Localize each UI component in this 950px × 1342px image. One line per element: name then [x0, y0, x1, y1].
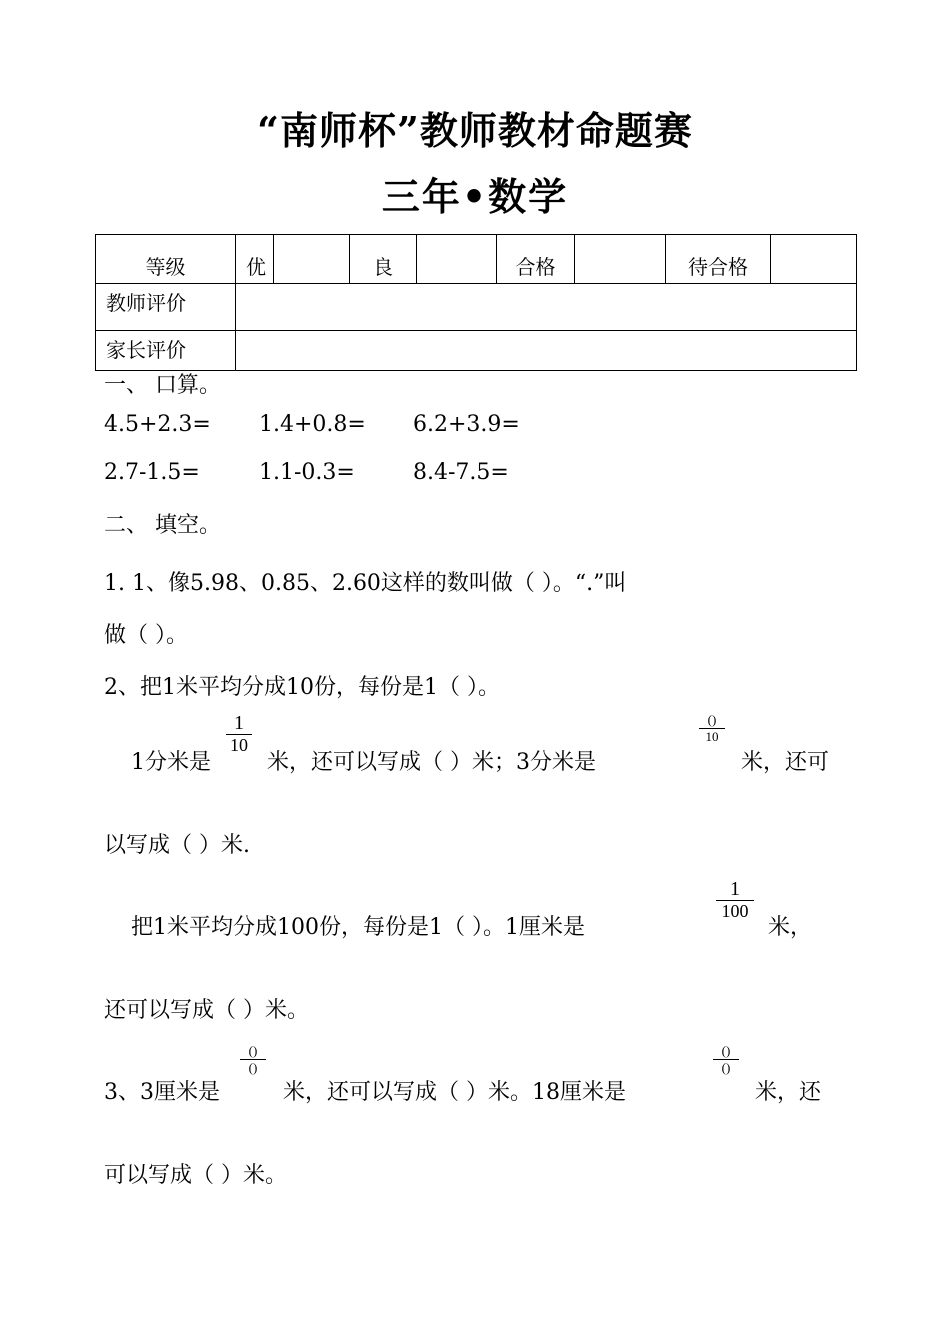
- question-2-text: 1分米是: [131, 750, 211, 775]
- fraction-numerator: 1: [234, 712, 244, 734]
- question-2-text: 米，: [768, 915, 813, 940]
- parent-eval-label: 家长评价: [96, 331, 236, 371]
- teacher-eval-label: 教师评价: [96, 284, 236, 331]
- grade-pass: 合格: [497, 235, 575, 284]
- section1-heading: 一、 口算。: [104, 373, 221, 398]
- fraction-numerator: 1: [730, 878, 740, 900]
- question-2-text: 把1米平均分成100份，每份是1（ ）。1厘米是: [131, 915, 585, 940]
- parent-eval-row: [96, 331, 857, 371]
- question-3-text: 米，还可以写成（ ）米。18厘米是: [283, 1080, 626, 1105]
- fraction-denominator: 100: [721, 901, 749, 921]
- fraction-denominator: 10: [230, 735, 248, 755]
- grade-table: [95, 234, 857, 371]
- fraction-denominator: (): [721, 1060, 731, 1075]
- fraction-denominator: (): [248, 1060, 258, 1075]
- calc-item: 2.7-1.5=: [104, 460, 200, 485]
- question-3-line: 可以写成（ ）米。: [104, 1163, 287, 1188]
- grade-needs-improvement-box[interactable]: [771, 235, 857, 284]
- grade-needs-improvement: 待合格: [666, 235, 771, 284]
- grade-good: 良: [350, 235, 417, 284]
- grade-excellent-box[interactable]: [274, 235, 350, 284]
- question-2-line: 2、把1米平均分成10份，每份是1（ ）。: [104, 675, 500, 700]
- question-1-line: 1. 1、像5.98、0.85、2.60这样的数叫做（ ）。“.”叫: [104, 571, 627, 596]
- question-1-line: 做（ ）。: [104, 623, 188, 648]
- fraction-1-100: [716, 878, 754, 921]
- question-3-text: 米，还: [755, 1080, 822, 1105]
- grade-good-box[interactable]: [417, 235, 497, 284]
- fraction-blank: [240, 1043, 266, 1076]
- fraction-blank-10: [699, 712, 725, 745]
- parent-eval-field[interactable]: [236, 331, 857, 371]
- fraction-numerator: (): [707, 712, 717, 727]
- grade-row: [96, 235, 857, 284]
- question-2-text: 米，还可以写成（ ）米；3分米是: [267, 750, 596, 775]
- calc-item: 4.5+2.3=: [104, 412, 211, 437]
- teacher-eval-field[interactable]: [236, 284, 857, 331]
- section2-heading: 二、 填空。: [104, 513, 221, 538]
- fraction-blank: [713, 1043, 739, 1076]
- calc-item: 1.1-0.3=: [259, 460, 355, 485]
- teacher-eval-row: [96, 284, 857, 331]
- fraction-1-10: [226, 712, 252, 755]
- question-2-line: 以写成（ ）米.: [104, 833, 250, 858]
- calc-item: 6.2+3.9=: [413, 412, 520, 437]
- fraction-numerator: (): [721, 1043, 731, 1058]
- calc-item: 1.4+0.8=: [259, 412, 366, 437]
- question-2-line: 还可以写成（ ）米。: [104, 998, 309, 1023]
- question-2-text: 米，还可: [741, 750, 830, 775]
- grade-pass-box[interactable]: [575, 235, 666, 284]
- fraction-denominator: 10: [705, 729, 719, 744]
- calc-item: 8.4-7.5=: [413, 460, 509, 485]
- fraction-numerator: (): [248, 1043, 258, 1058]
- grade-excellent: 优: [236, 235, 274, 284]
- document-subtitle: 三年•数学: [381, 174, 569, 219]
- document-title: “南师杯”教师教材命题赛: [257, 108, 693, 153]
- grade-label: 等级: [96, 235, 236, 284]
- question-3-text: 3、3厘米是: [104, 1080, 220, 1105]
